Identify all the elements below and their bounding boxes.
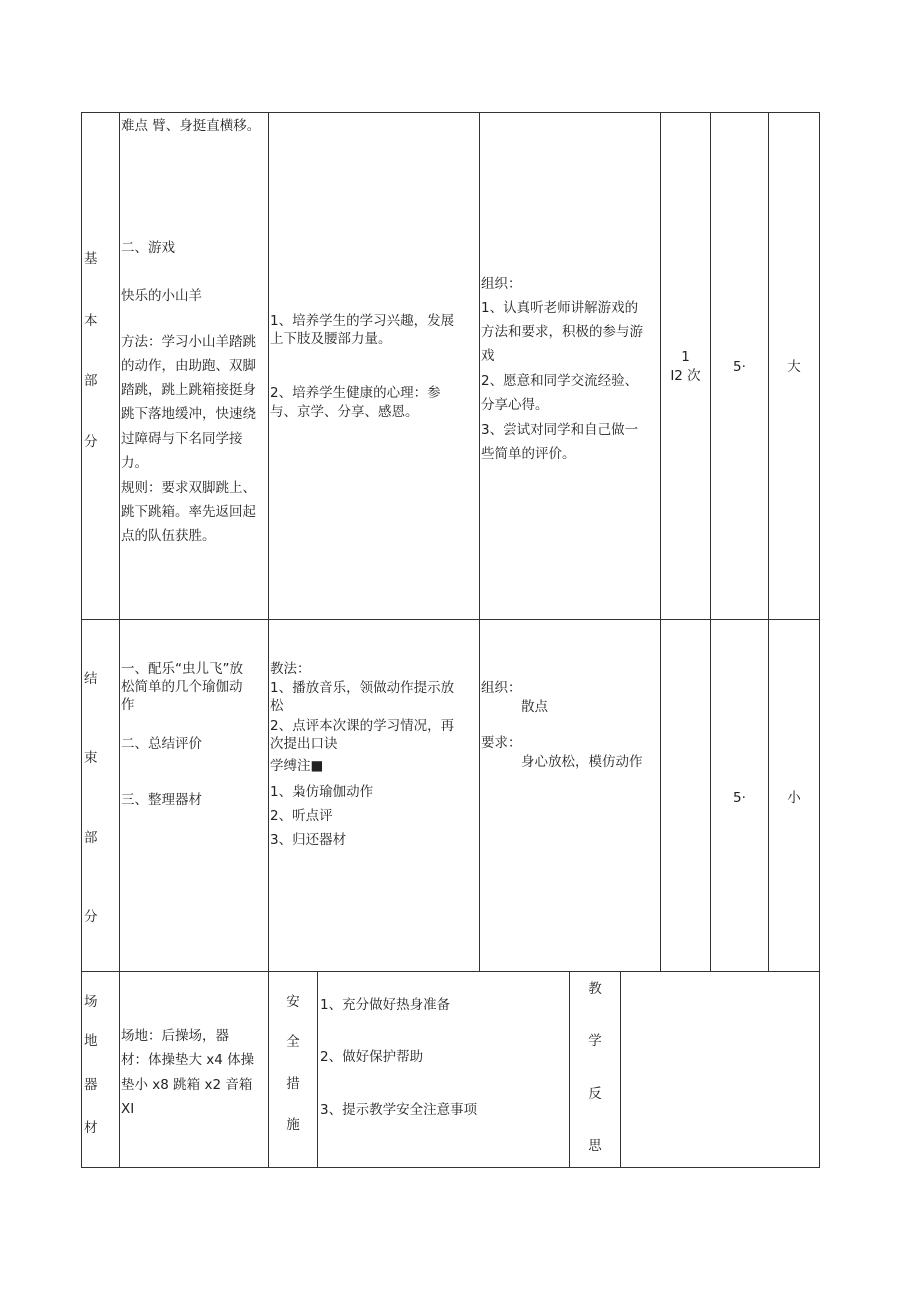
game-method-line: 跳下落地缓冲，快速绕	[121, 406, 256, 422]
learning-method-line: 3、归还器材	[270, 832, 347, 848]
teaching-method-line: 1、播放音乐，领做动作提示放	[270, 680, 455, 696]
game-rules-line: 跳下跳箱。率先返回起	[121, 504, 256, 520]
organization-line: 分享心得。	[481, 397, 549, 413]
safety-item: 2、做好保护帮助	[320, 1049, 424, 1065]
section-label-char: 部	[84, 373, 98, 389]
goal-line: 1、培养学生的学习兴趣，发展	[270, 313, 455, 329]
safety-item: 1、充分做好热身准备	[320, 997, 451, 1013]
difficulty-text: 难点 臂、身挺直横移。	[121, 118, 261, 134]
teaching-method-line: 次提出口诀	[270, 736, 338, 752]
section-label-char: 结	[84, 671, 98, 687]
safety-item: 3、提示教学安全注意事项	[320, 1102, 478, 1118]
table-border-bottom	[81, 1167, 820, 1168]
venue-label-char: 场	[84, 994, 98, 1010]
requirement-label: 要求：	[481, 735, 522, 751]
table-border-right	[819, 112, 820, 1168]
organization-label: 组织：	[481, 680, 522, 696]
teaching-method-line: 教法：	[270, 661, 311, 677]
section-label-char: 基	[84, 251, 98, 267]
teaching-method-line: 松	[270, 698, 284, 714]
safety-label-char: 安	[286, 994, 300, 1010]
game-rules-line: 点的队伍获胜。	[121, 528, 216, 544]
organization-line: 2、愿意和同学交流经验、	[481, 373, 639, 389]
organization-line: 些简单的评价。	[481, 446, 576, 462]
requirement-value: 身心放松，模仿动作	[521, 754, 643, 770]
section-label-char: 本	[84, 313, 98, 329]
game-rules-line: 规则：要求双脚跳上、	[121, 480, 256, 496]
column-divider	[620, 971, 621, 1168]
organization-line: 1、认真听老师讲解游戏的	[481, 300, 639, 316]
organization-line: 3、尝试对同学和自己做一	[481, 422, 639, 438]
organization-value: 散点	[521, 699, 548, 715]
organization-line: 方法和要求，积极的参与游	[481, 324, 643, 340]
safety-label-char: 措	[286, 1076, 300, 1092]
game-method-line: 过障碍与下名同学接	[121, 431, 243, 447]
column-divider	[710, 112, 711, 972]
reflection-label-char: 反	[588, 1086, 602, 1102]
venue-label-char: 地	[84, 1033, 98, 1049]
goal-line: 2、培养学生健康的心理：参	[270, 385, 441, 401]
game-method-line: 的动作，由助跑、双脚	[121, 358, 256, 374]
reflection-label-char: 教	[588, 981, 602, 997]
column-divider	[768, 112, 769, 972]
ending-item-line: 二、总结评价	[121, 736, 202, 752]
learning-method-line: 2、听点评	[270, 808, 333, 824]
game-method-line: 力。	[121, 455, 148, 471]
column-divider	[317, 971, 318, 1168]
section-label-char: 分	[84, 909, 98, 925]
table-border-left	[81, 112, 82, 1168]
goal-line: 与、京学、分享、感恩。	[270, 404, 419, 420]
learning-method-label: 学缚注■	[270, 758, 324, 774]
game-heading: 二、游戏	[121, 240, 175, 256]
column-divider	[119, 112, 120, 1168]
time-value: 5·	[733, 359, 746, 375]
game-method-line: 方法：学习小山羊踏跳	[121, 334, 256, 350]
venue-content-line: 垫小 x8 跳箱 x2 音箱	[121, 1077, 253, 1093]
venue-content-line: 材：体操垫大 x4 体操	[121, 1052, 255, 1068]
section-label-char: 分	[84, 434, 98, 450]
section-label-char: 部	[84, 830, 98, 846]
column-divider	[660, 112, 661, 972]
venue-label-char: 器	[84, 1077, 98, 1093]
intensity-value: 大	[787, 359, 801, 375]
ending-item-line: 三、整理器材	[121, 792, 202, 808]
venue-content-line: 场地：后操场，器	[121, 1028, 229, 1044]
column-divider	[479, 112, 480, 972]
game-name: 快乐的小山羊	[121, 288, 202, 304]
time-value: 5·	[733, 790, 746, 806]
venue-label-char: 材	[84, 1120, 98, 1136]
goal-line: 上下肢及腰部力量。	[270, 331, 392, 347]
organization-line: 戏	[481, 348, 495, 364]
teaching-method-line: 2、点评本次课的学习情况，再	[270, 718, 455, 734]
organization-line: 组织：	[481, 276, 522, 292]
safety-label-char: 全	[286, 1034, 300, 1050]
ending-item-line: 作	[121, 697, 135, 713]
section-label-char: 束	[84, 750, 98, 766]
reflection-label-char: 思	[588, 1138, 602, 1154]
reps-value: 1	[681, 349, 690, 365]
ending-item-line: 松简单的几个瑜伽动	[121, 679, 243, 695]
reps-value: I2 次	[670, 368, 701, 384]
ending-item-line: 一、配乐“虫儿飞”放	[121, 661, 243, 677]
safety-label-char: 施	[286, 1117, 300, 1133]
intensity-value: 小	[787, 790, 801, 806]
learning-method-line: 1、枭仿瑜伽动作	[270, 784, 374, 800]
reflection-label-char: 学	[588, 1033, 602, 1049]
venue-content-line: XI	[121, 1101, 135, 1117]
game-method-line: 踏跳，跳上跳箱接挺身	[121, 382, 256, 398]
